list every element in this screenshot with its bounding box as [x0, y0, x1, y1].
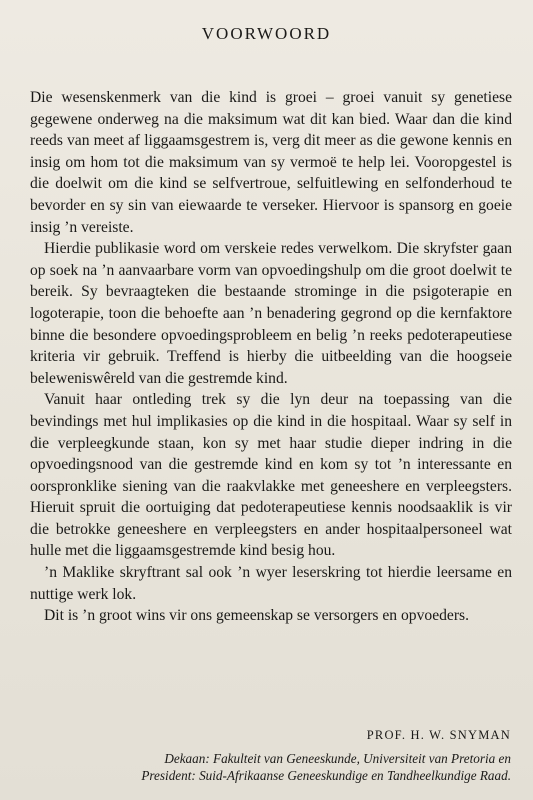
- paragraph-3: Vanuit haar ontleding trek sy die lyn deur na toepassing van die bevindings met hul implikasies op die kind in die hospitaal. Waar sy self in die verpleegkunde staan, kon sy met haar studie dieper indring in die opvoedingsnood van die gestremde kind en kom sy tot ’n interessante en oorspronklike siening van die raakvlakke met geneeshere en verpleegsters. Hieruit spruit die oortuiging dat pedoterapeutiese kennis noodsaaklik is vir die betrokke geneeshere en verpleegsters en ander hospitaalpersoneel wat hulle met die liggaamsgestremde kind besig hou.: [30, 391, 512, 560]
- author-signature: PROF. H. W. SNYMAN: [366, 728, 511, 742]
- page-title: VOORWOORD: [201, 24, 332, 43]
- paragraph-1: Die wesenskenmerk van die kind is groei – groei vanuit sy genetiese gegewene onderweg na die maksimum wat dit kan bied. Waar dan die kind reeds van meet af liggaamsgestrem is, verg dit meer as die gewone kennis en insig om hom tot die maksimum van sy vermoë te help lei. Vooropgestel is die doelwit om die kind se selfvertroue, selfuitlewing en selfonderhoud te bevorder en sy sin van eiewaarde te verseker. Hiervoor is spansorg en goeie insig ’n vereiste.: [30, 89, 512, 236]
- author-affiliation: [41, 750, 511, 784]
- paragraph-5: Dit is ’n groot wins vir ons gemeenskap se versorgers en opvoeders.: [44, 607, 469, 625]
- paragraph-2: Hierdie publikasie word om verskeie redes verwelkom. Die skryfster gaan op soek na ’n aanvaarbare vorm van opvoedingshulp om die groot doelwit te bereik. Sy bevraagteken die bestaande strominge in die psigoterapie en logoterapie, toon die behoefte aan ’n benadering gegrond op die kernfaktore binne die besondere opvoedingsprobleem en belig ’n reeks pedoterapeutiese kriteria vir gebruik. Treffend is hierby die uitbeelding van die hoogseie beleweniswêreld van die gestremde kind.: [30, 240, 512, 387]
- affiliation-line-1: Dekaan: Fakulteit van Geneeskunde, Universiteit van Pretoria en: [164, 751, 511, 766]
- affiliation-line-2: President: Suid-Afrikaanse Geneeskundige en Tandheelkundige Raad.: [141, 768, 511, 783]
- foreword-body: [30, 87, 512, 627]
- paragraph-4: ’n Maklike skryftrant sal ook ’n wyer leserskring tot hierdie leersame en nuttige werk lok.: [30, 564, 512, 603]
